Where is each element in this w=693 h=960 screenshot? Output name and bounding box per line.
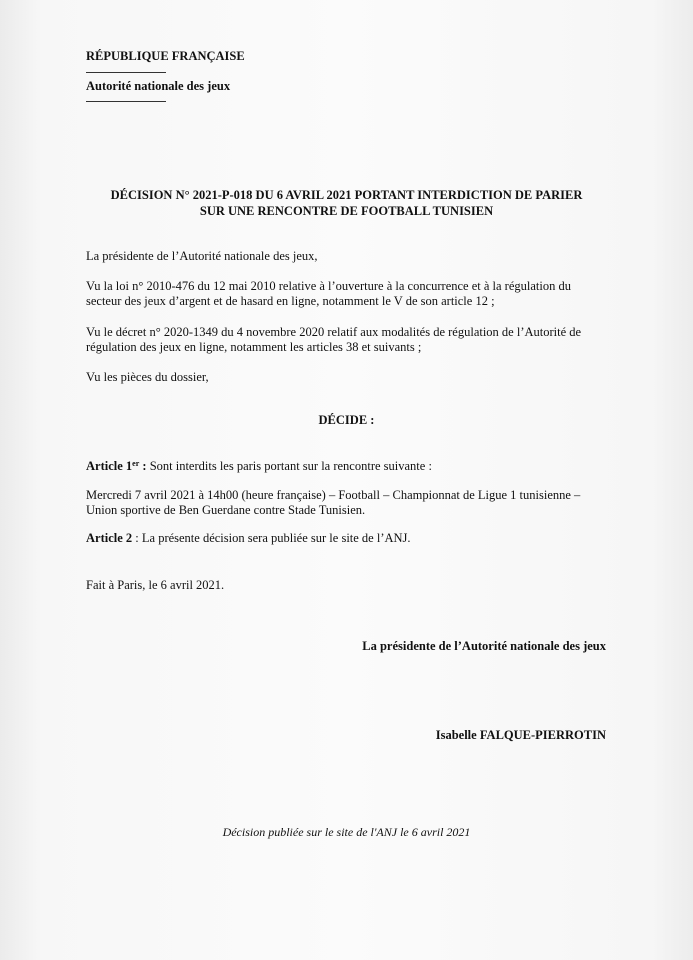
match-line1: Mercredi 7 avril 2021 à 14h00 (heure française) – Football – Championnat de Ligue 1 tunisienne – xyxy=(86,488,581,502)
decision-title-line2: SUR UNE RENCONTRE DE FOOTBALL TUNISIEN xyxy=(199,204,494,218)
vu-loi-paragraph xyxy=(86,279,616,309)
match-paragraph xyxy=(86,488,616,518)
publication-note: Décision publiée sur le site de l'ANJ le 6 avril 2021 xyxy=(222,825,471,839)
vu-loi-line1: Vu la loi n° 2010-476 du 12 mai 2010 relative à l’ouverture à la concurrence et à la régulation du xyxy=(86,279,571,293)
article1-superscript: er xyxy=(132,459,140,468)
article1-colon: : xyxy=(139,459,147,473)
vu-decret-line1: Vu le décret n° 2020-1349 du 4 novembre 2020 relatif aux modalités de régulation de l’Autorité de xyxy=(86,325,582,339)
article2-paragraph xyxy=(86,531,616,546)
header-rule-top xyxy=(86,72,166,73)
match-line2: Union sportive de Ben Guerdane contre Stade Tunisien. xyxy=(86,503,366,517)
header-rule-bottom xyxy=(86,101,166,102)
article1-label: Article 1 xyxy=(86,459,133,473)
vu-decret-line2: régulation des jeux en ligne, notamment les articles 38 et suivants ; xyxy=(86,340,422,354)
vu-decret-paragraph xyxy=(86,325,616,355)
signatory-role: La présidente de l’Autorité nationale des jeux xyxy=(362,639,606,653)
fait-a-paris: Fait à Paris, le 6 avril 2021. xyxy=(86,578,225,592)
article1-text: Sont interdits les paris portant sur la rencontre suivante : xyxy=(146,459,432,473)
vu-loi-line2: secteur des jeux d’argent et de hasard en ligne, notamment le V de son article 12 ; xyxy=(86,294,495,308)
authority-heading: Autorité nationale des jeux xyxy=(86,79,231,93)
article1-paragraph xyxy=(86,459,616,474)
signatory-name: Isabelle FALQUE-PIERROTIN xyxy=(435,728,606,742)
intro-paragraph: La présidente de l’Autorité nationale des jeux, xyxy=(86,249,318,263)
decision-title xyxy=(40,187,653,219)
article2-text: : La présente décision sera publiée sur le site de l’ANJ. xyxy=(132,531,411,545)
decision-title-line1: DÉCISION N° 2021-P-018 DU 6 AVRIL 2021 PORTANT INTERDICTION DE PARIER xyxy=(110,188,583,202)
article2-label: Article 2 xyxy=(86,531,133,545)
republic-heading: RÉPUBLIQUE FRANÇAISE xyxy=(86,49,245,63)
decide-heading: DÉCIDE : xyxy=(318,413,375,427)
vu-pieces-paragraph: Vu les pièces du dossier, xyxy=(86,370,209,384)
